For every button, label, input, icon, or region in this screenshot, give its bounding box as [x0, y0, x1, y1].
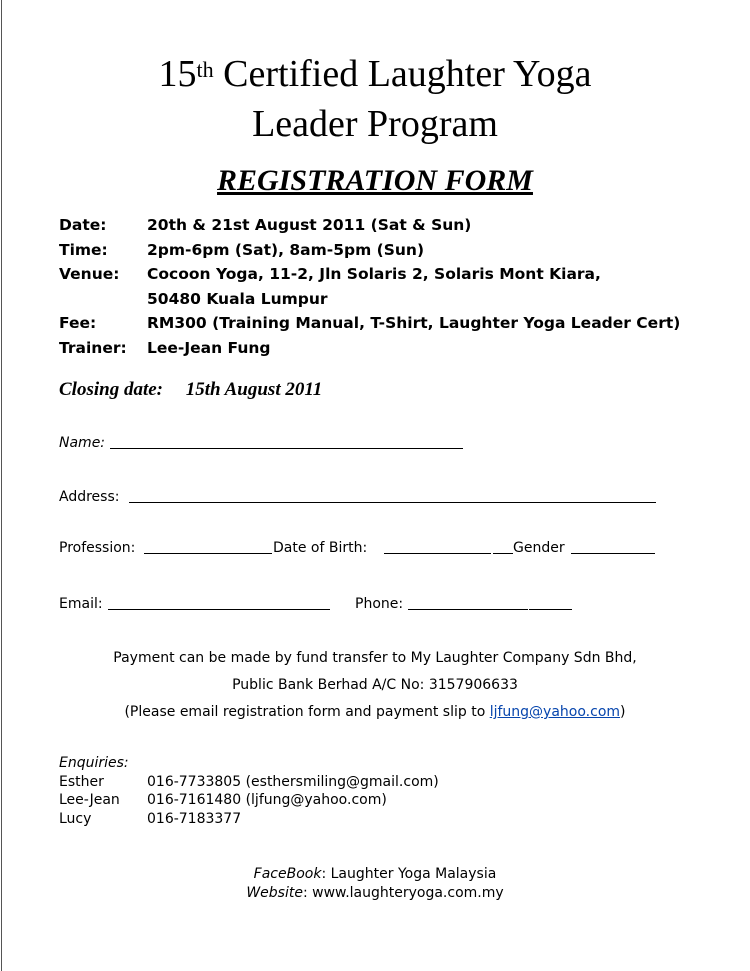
- contact-row: [59, 810, 242, 830]
- email-field[interactable]: [108, 609, 330, 610]
- title-line-2: Leader Program: [252, 103, 498, 145]
- contact-row: [59, 792, 387, 811]
- detail-value: Lee-Jean Fung: [147, 338, 271, 357]
- closing-date-label: Closing date:: [59, 379, 163, 400]
- name-label: Name:: [59, 435, 106, 451]
- detail-label: Venue:: [59, 265, 120, 283]
- profession-field[interactable]: [144, 553, 272, 554]
- contact-name: Lee-Jean: [59, 792, 120, 808]
- contact-info: 016-7161480 (ljfung@yahoo.com): [147, 792, 387, 808]
- detail-label: Fee:: [59, 314, 97, 332]
- detail-label: Trainer:: [59, 338, 127, 357]
- footer-facebook: [0, 866, 750, 882]
- form-heading: REGISTRATION FORM: [217, 164, 533, 197]
- payment-line-3: [0, 704, 750, 720]
- contact-name: Lucy: [59, 810, 92, 827]
- title-ordinal-suffix: th: [196, 57, 214, 82]
- closing-date: [59, 379, 322, 401]
- detail-value: RM300 (Training Manual, T-Shirt, Laughter Yoga Leader Cert): [147, 314, 681, 332]
- enquiries-heading: Enquiries:: [59, 755, 129, 771]
- contact-row: [59, 773, 439, 793]
- contact-name: Esther: [59, 773, 104, 790]
- dob-label: Date of Birth:: [273, 540, 368, 556]
- gender-label: Gender: [513, 540, 565, 556]
- footer-website: [0, 885, 750, 901]
- closing-date-value: 15th August 2011: [185, 379, 323, 400]
- payment-line-3-prefix: (Please email registration form and payment slip to: [124, 704, 490, 720]
- dob-field[interactable]: [384, 553, 491, 554]
- payment-line-1: Payment can be made by fund transfer to My Laughter Company Sdn Bhd,: [113, 650, 637, 666]
- phone-field-extension: [529, 609, 572, 610]
- title-line-1: [0, 50, 750, 98]
- contact-info: 016-7183377: [147, 810, 242, 827]
- profession-label: Profession:: [59, 540, 136, 556]
- phone-field[interactable]: [408, 609, 528, 610]
- detail-value: 50480 Kuala Lumpur: [147, 289, 328, 308]
- enquiries: [59, 755, 439, 829]
- dob-field-extension: [493, 553, 513, 554]
- title-line-1-text: Certified Laughter Yoga: [213, 53, 592, 95]
- email-label: Email:: [59, 596, 103, 612]
- detail-value: 20th & 21st August 2011 (Sat & Sun): [147, 216, 472, 234]
- title-number: 15: [158, 53, 197, 95]
- name-field[interactable]: [110, 448, 463, 449]
- detail-label: Time:: [59, 240, 108, 259]
- payment-email-link[interactable]: ljfung@yahoo.com: [489, 704, 621, 720]
- address-field[interactable]: [129, 502, 656, 503]
- contact-info: 016-7733805 (esthersmiling@gmail.com): [147, 773, 439, 790]
- payment-line-2: Public Bank Berhad A/C No: 3157906633: [232, 677, 518, 693]
- facebook-label: FaceBook: [253, 866, 322, 882]
- payment-line-3-suffix: ): [620, 704, 626, 720]
- gender-field[interactable]: [571, 553, 655, 554]
- facebook-value: : Laughter Yoga Malaysia: [321, 866, 497, 882]
- detail-value: Cocoon Yoga, 11-2, Jln Solaris 2, Solaris Mont Kiara,: [147, 265, 601, 283]
- phone-label: Phone:: [355, 596, 404, 612]
- address-label: Address:: [59, 489, 120, 505]
- detail-value: 2pm-6pm (Sat), 8am-5pm (Sun): [147, 240, 425, 259]
- detail-label: Date:: [59, 216, 107, 234]
- website-value[interactable]: : www.laughteryoga.com.my: [302, 885, 504, 901]
- website-label: Website: [246, 885, 303, 901]
